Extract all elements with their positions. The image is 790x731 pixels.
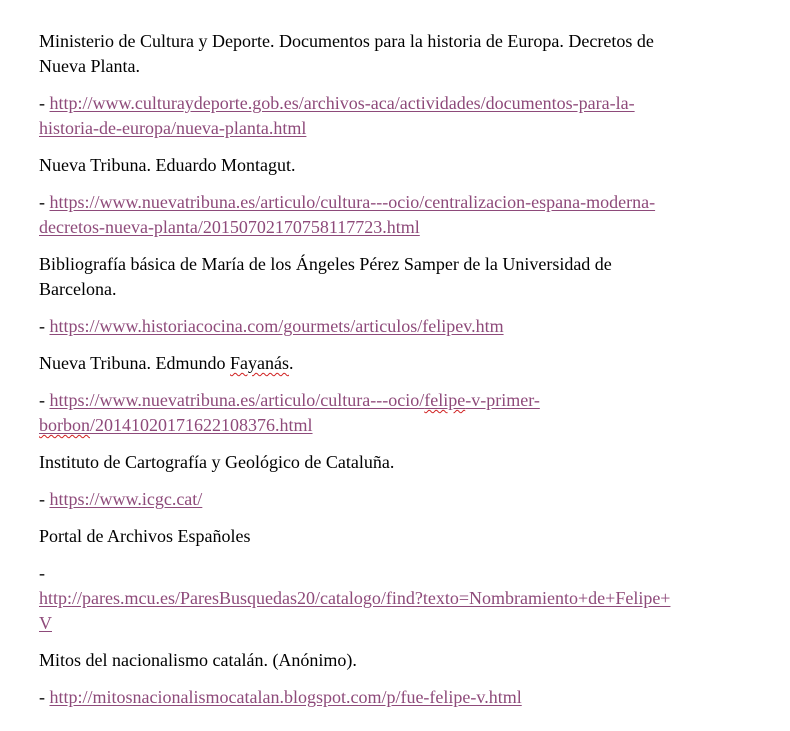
source-line: Bibliografía básica de María de los Ángeles Pérez Samper de la Universidad de <box>39 254 612 274</box>
url-link[interactable]: https://www.nuevatribuna.es/articulo/cultura---ocio/centralizacion-espana-moderna- <box>49 192 656 212</box>
reference-source <box>39 153 751 178</box>
list-dash: - <box>39 563 45 583</box>
reference-source <box>39 524 751 549</box>
spellcheck-mark: felipe <box>424 390 466 410</box>
reference-link <box>39 388 751 438</box>
reference-source <box>39 450 751 475</box>
list-dash: - <box>39 93 50 113</box>
url-link[interactable]: https://www.historiacocina.com/gourmets/articulos/felipev.htm <box>49 316 504 336</box>
spellcheck-mark: borbon <box>39 415 90 435</box>
reference-link <box>39 91 751 141</box>
reference-source <box>39 351 751 376</box>
list-dash: - <box>39 192 50 212</box>
url-link[interactable]: borbon/20141020171622108376.html <box>39 415 313 435</box>
source-line: Mitos del nacionalismo catalán. (Anónimo). <box>39 650 357 670</box>
source-line: Ministerio de Cultura y Deporte. Documentos para la historia de Europa. Decretos de <box>39 31 654 51</box>
reference-source <box>39 29 751 79</box>
reference-source <box>39 252 751 302</box>
reference-link <box>39 190 751 240</box>
url-link[interactable]: https://www.nuevatribuna.es/articulo/cultura---ocio/felipe-v-primer- <box>49 390 540 410</box>
url-link[interactable]: https://www.icgc.cat/ <box>49 489 203 509</box>
url-link[interactable]: historia-de-europa/nueva-planta.html <box>39 118 307 138</box>
source-line: Barcelona. <box>39 279 117 299</box>
document-page <box>39 29 751 722</box>
spellcheck-mark: Fayanás <box>230 353 289 373</box>
reference-link <box>39 685 751 710</box>
source-line: Nueva Tribuna. Edmundo Fayanás. <box>39 353 294 373</box>
url-link[interactable]: http://mitosnacionalismocatalan.blogspot.com/p/fue-felipe-v.html <box>49 687 522 707</box>
list-dash: - <box>39 687 50 707</box>
reference-link <box>39 314 751 339</box>
url-link[interactable]: http://pares.mcu.es/ParesBusquedas20/catalogo/find?texto=Nombramiento+de+Felipe+ <box>39 588 671 608</box>
source-line: Portal de Archivos Españoles <box>39 526 251 546</box>
source-line: Nueva Planta. <box>39 56 140 76</box>
reference-source <box>39 648 751 673</box>
reference-link <box>39 561 751 636</box>
list-dash: - <box>39 390 50 410</box>
source-line: Instituto de Cartografía y Geológico de Cataluña. <box>39 452 395 472</box>
url-link[interactable]: decretos-nueva-planta/20150702170758117723.html <box>39 217 420 237</box>
reference-link <box>39 487 751 512</box>
list-dash: - <box>39 316 50 336</box>
url-link[interactable]: V <box>39 613 52 633</box>
url-link[interactable]: http://www.culturaydeporte.gob.es/archivos-aca/actividades/documentos-para-la- <box>49 93 635 113</box>
source-line: Nueva Tribuna. Eduardo Montagut. <box>39 155 296 175</box>
list-dash: - <box>39 489 50 509</box>
